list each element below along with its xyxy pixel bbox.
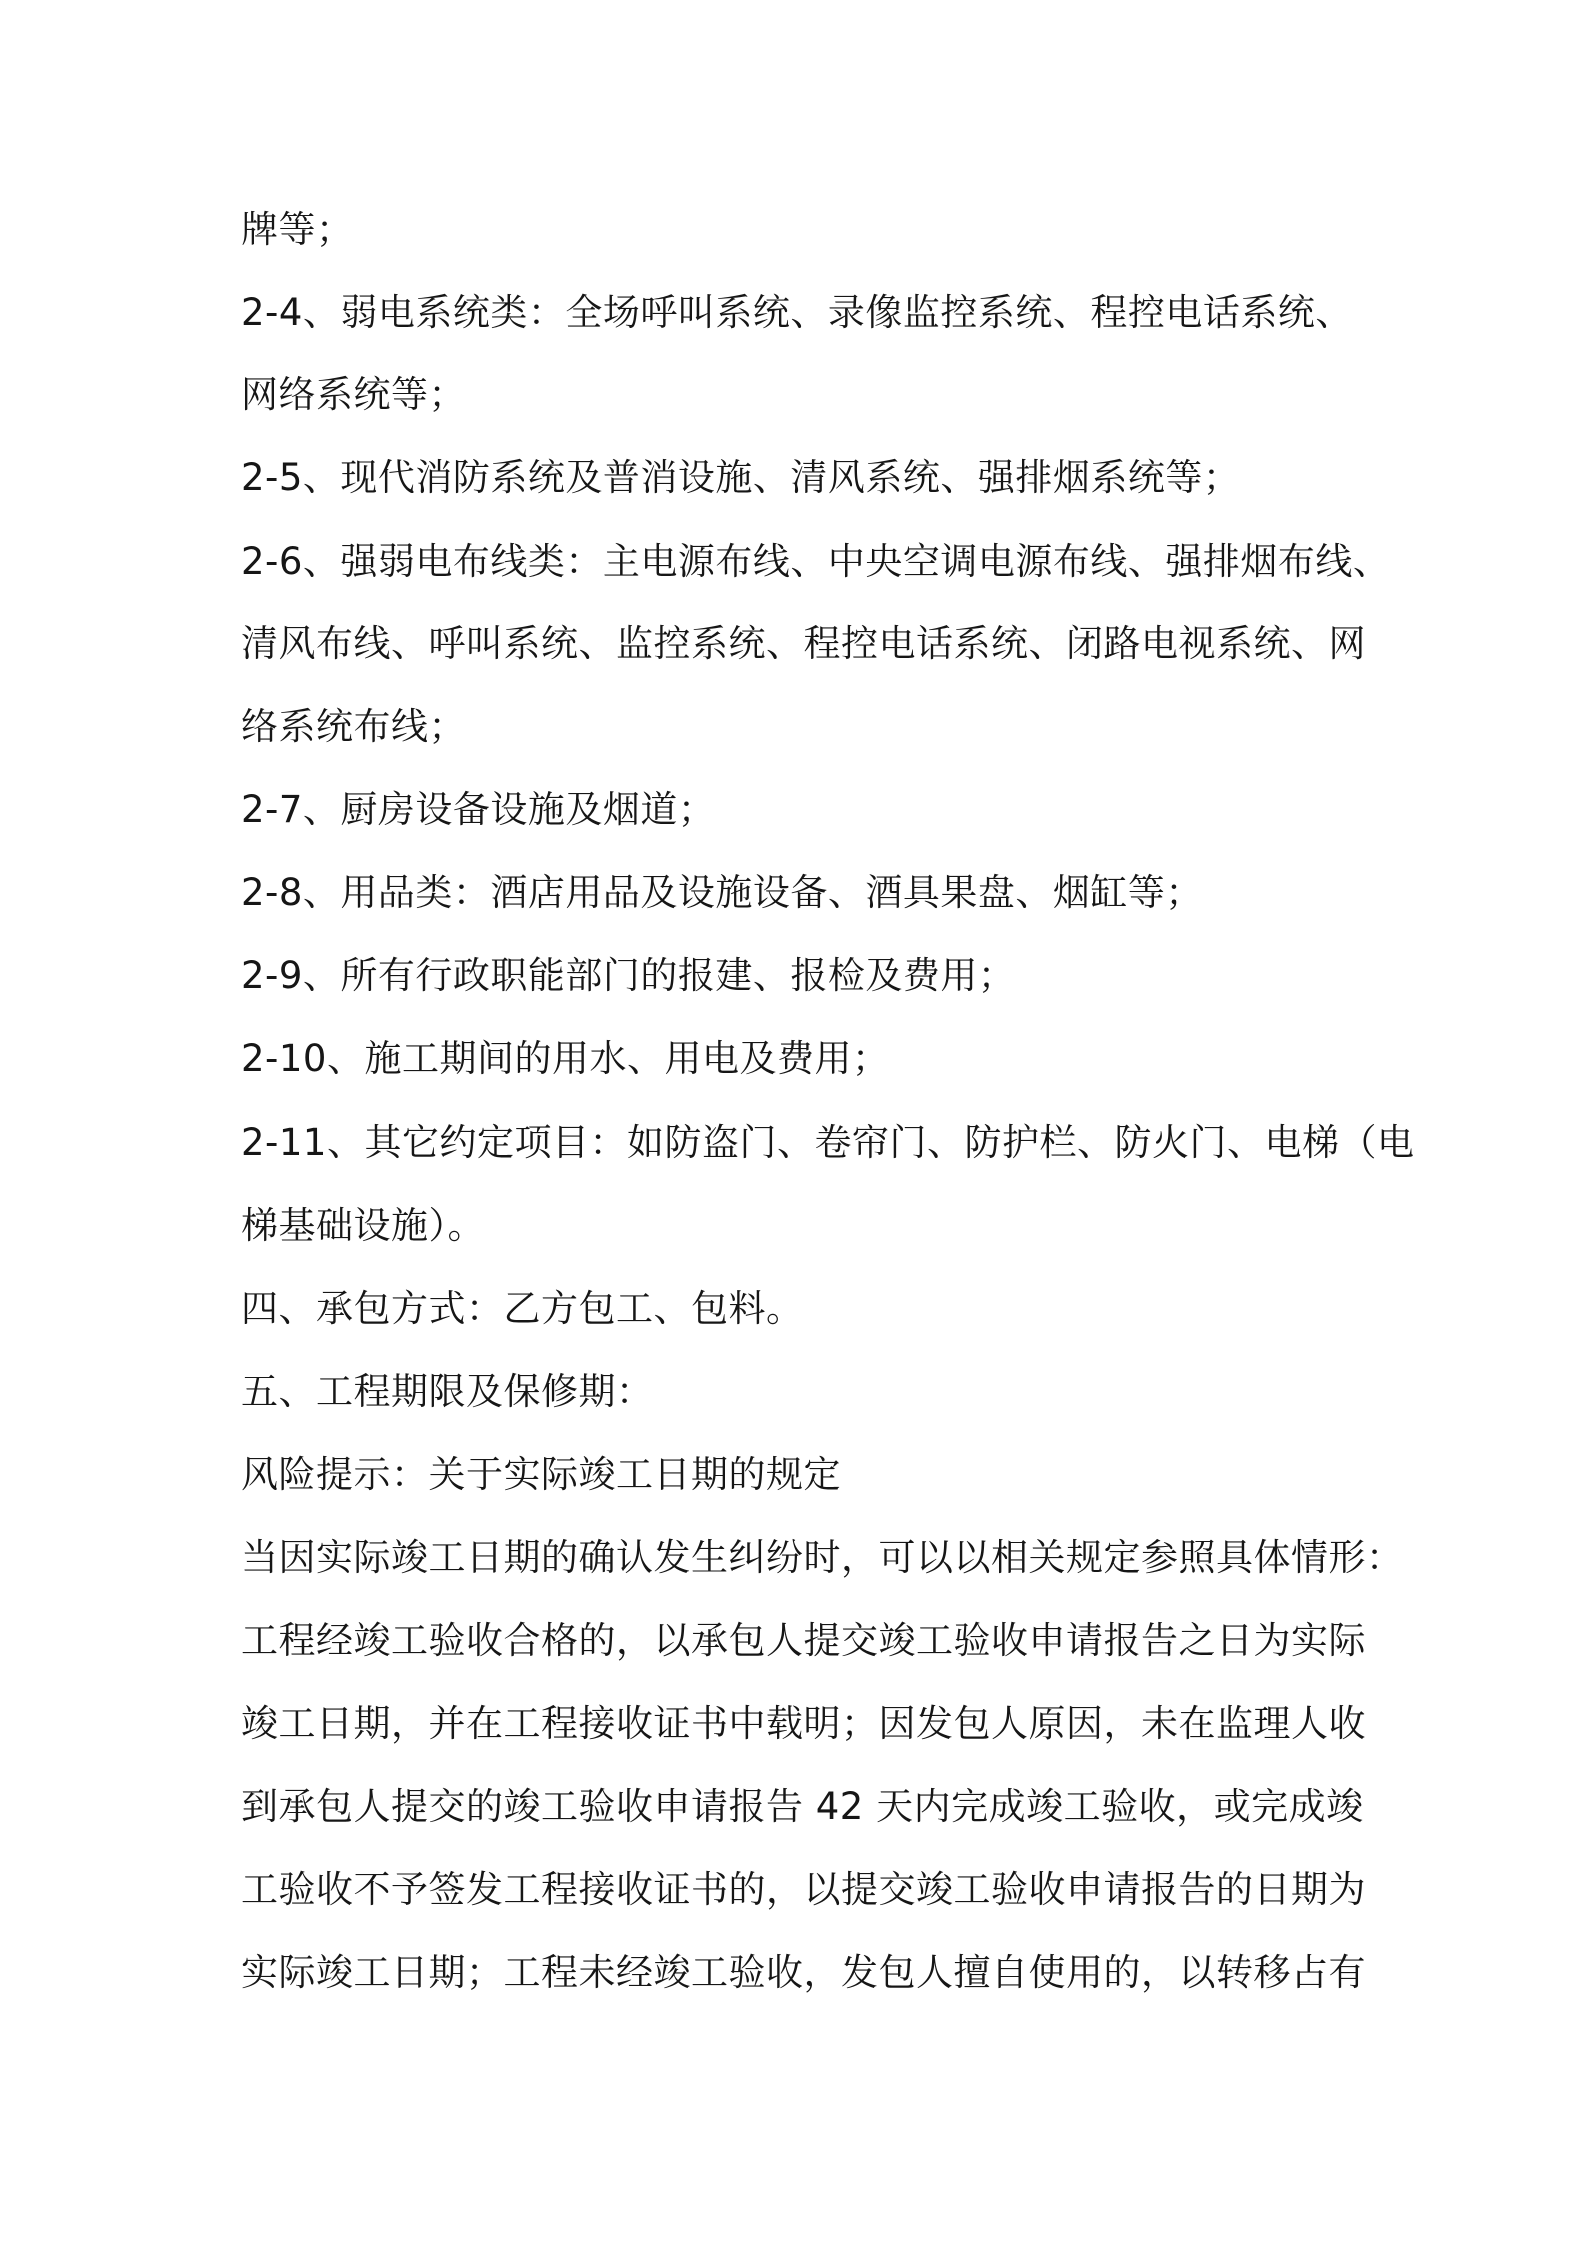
text-line: 2-6、强弱电布线类：主电源布线、中央空调电源布线、强排烟布线、 bbox=[241, 540, 1391, 583]
text-line: 风险提示：关于实际竣工日期的规定 bbox=[241, 1453, 841, 1496]
text-line: 2-7、厨房设备设施及烟道； bbox=[241, 788, 716, 831]
text-line: 工程经竣工验收合格的，以承包人提交竣工验收申请报告之日为实际 bbox=[241, 1619, 1366, 1662]
text-line: 网络系统等； bbox=[241, 373, 466, 416]
text-line: 2-8、用品类：酒店用品及设施设备、酒具果盘、烟缸等； bbox=[241, 871, 1203, 914]
text-line: 2-10、施工期间的用水、用电及费用； bbox=[241, 1037, 890, 1080]
text-line: 四、承包方式：乙方包工、包料。 bbox=[241, 1287, 804, 1330]
text-line: 牌等； bbox=[241, 208, 354, 251]
text-line: 实际竣工日期；工程未经竣工验收，发包人擅自使用的，以转移占有 bbox=[241, 1951, 1366, 1994]
text-line: 到承包人提交的竣工验收申请报告 42 天内完成竣工验收，或完成竣 bbox=[241, 1785, 1364, 1828]
text-line: 梯基础设施）。 bbox=[241, 1204, 485, 1247]
text-line: 竣工日期，并在工程接收证书中载明；因发包人原因，未在监理人收 bbox=[241, 1702, 1366, 1745]
text-line: 清风布线、呼叫系统、监控系统、程控电话系统、闭路电视系统、网 bbox=[241, 622, 1366, 665]
text-line: 2-5、现代消防系统及普消设施、清风系统、强排烟系统等； bbox=[241, 456, 1241, 499]
text-line: 2-11、其它约定项目：如防盗门、卷帘门、防护栏、防火门、电梯（电 bbox=[241, 1121, 1415, 1164]
text-line: 2-9、所有行政职能部门的报建、报检及费用； bbox=[241, 954, 1016, 997]
text-line: 2-4、弱电系统类：全场呼叫系统、录像监控系统、程控电话系统、 bbox=[241, 291, 1353, 334]
text-line: 工验收不予签发工程接收证书的，以提交竣工验收申请报告的日期为 bbox=[241, 1868, 1366, 1911]
text-line: 当因实际竣工日期的确认发生纠纷时，可以以相关规定参照具体情形： bbox=[241, 1536, 1404, 1579]
text-line: 五、工程期限及保修期： bbox=[241, 1370, 654, 1413]
text-line: 络系统布线； bbox=[241, 705, 466, 748]
